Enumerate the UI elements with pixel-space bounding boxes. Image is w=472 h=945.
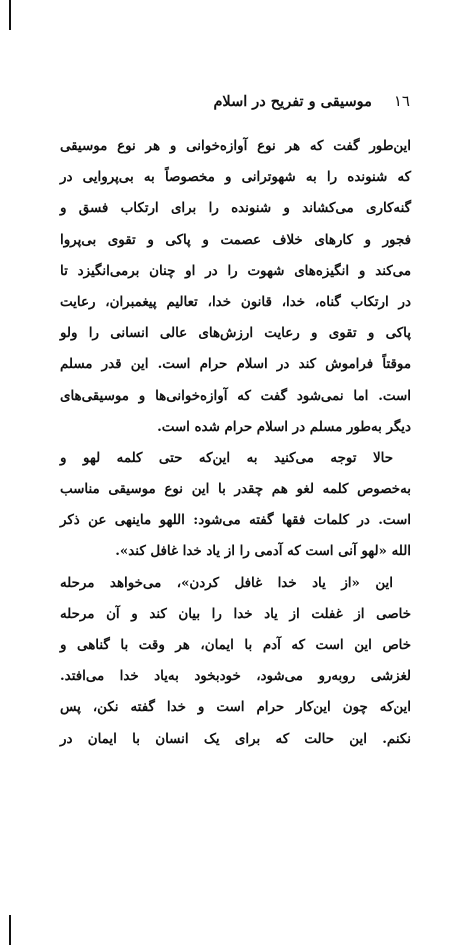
text-line: پاکی و تقوی و رعایت ارزش‌های عالی انسانی را ولو bbox=[60, 325, 411, 342]
crop-mark-top-left bbox=[9, 0, 11, 30]
text-line: است. در کلمات فقها گفته می‌شود: اللهو ماینهی عن ذکر bbox=[60, 512, 411, 529]
text-line: است. اما نمی‌شود گفت که آوازه‌خوانی‌ها و موسیقی‌های bbox=[60, 387, 411, 404]
text-line: خاصی از غفلت از یاد خدا را بیان کند و آن مرحله bbox=[60, 605, 411, 622]
page-number: ١٦ bbox=[393, 92, 410, 110]
text-line: که شنونده را به شهوترانی و مخصوصاً به بی‌پروایی در bbox=[60, 169, 411, 186]
text-line: می‌کند و انگیزه‌های شهوت را در او چنان برمی‌انگیزد تا bbox=[60, 262, 411, 279]
text-line: الله «لهو آنی است که آدمی را از یاد خدا غافل کند». bbox=[115, 543, 411, 560]
page-header bbox=[60, 86, 410, 116]
text-line: گنه‌کاری می‌کشاند و شنونده را برای ارتکاب فسق و bbox=[60, 200, 411, 217]
text-line: حالا توجه می‌کنید به این‌که حتی کلمه لهو و bbox=[60, 449, 393, 466]
text-line: به‌خصوص کلمه لغو هم چقدر با این نوع موسیقی مناسب bbox=[60, 481, 411, 498]
text-line: دیگر به‌طور مسلم در اسلام حرام شده است. bbox=[157, 418, 411, 435]
text-line: این‌که چون این‌کار حرام است و خدا گفته نکن، پس bbox=[60, 699, 411, 716]
text-line: فجور و کارهای خلاف عصمت و پاکی و تقوی بی‌پروا bbox=[60, 231, 411, 248]
body-text bbox=[60, 131, 411, 755]
text-line: خاص این است که آدم با ایمان، هر وقت با گناهی و bbox=[60, 637, 411, 653]
running-title: موسیقی و تفریح در اسلام bbox=[213, 92, 372, 110]
crop-mark-bottom-left bbox=[9, 915, 11, 945]
text-line: لغزشی روبه‌رو می‌شود، خودبخود به‌یاد خدا می‌افتد. bbox=[60, 668, 411, 685]
text-line: موقتاً فراموش کند در اسلام حرام است. این قدر مسلم bbox=[60, 356, 411, 373]
text-line: این‌طور گفت که هر نوع آوازه‌خوانی و هر نوع موسیقی bbox=[60, 138, 411, 154]
text-line: نکنم. این حالت که برای یک انسان با ایمان در bbox=[60, 730, 411, 747]
text-line: در ارتکاب گناه، خدا، قانون خدا، تعالیم پیغمبران، رعایت bbox=[60, 293, 411, 310]
text-line: این «از یاد خدا غافل کردن»، می‌خواهد مرحله bbox=[60, 574, 393, 591]
